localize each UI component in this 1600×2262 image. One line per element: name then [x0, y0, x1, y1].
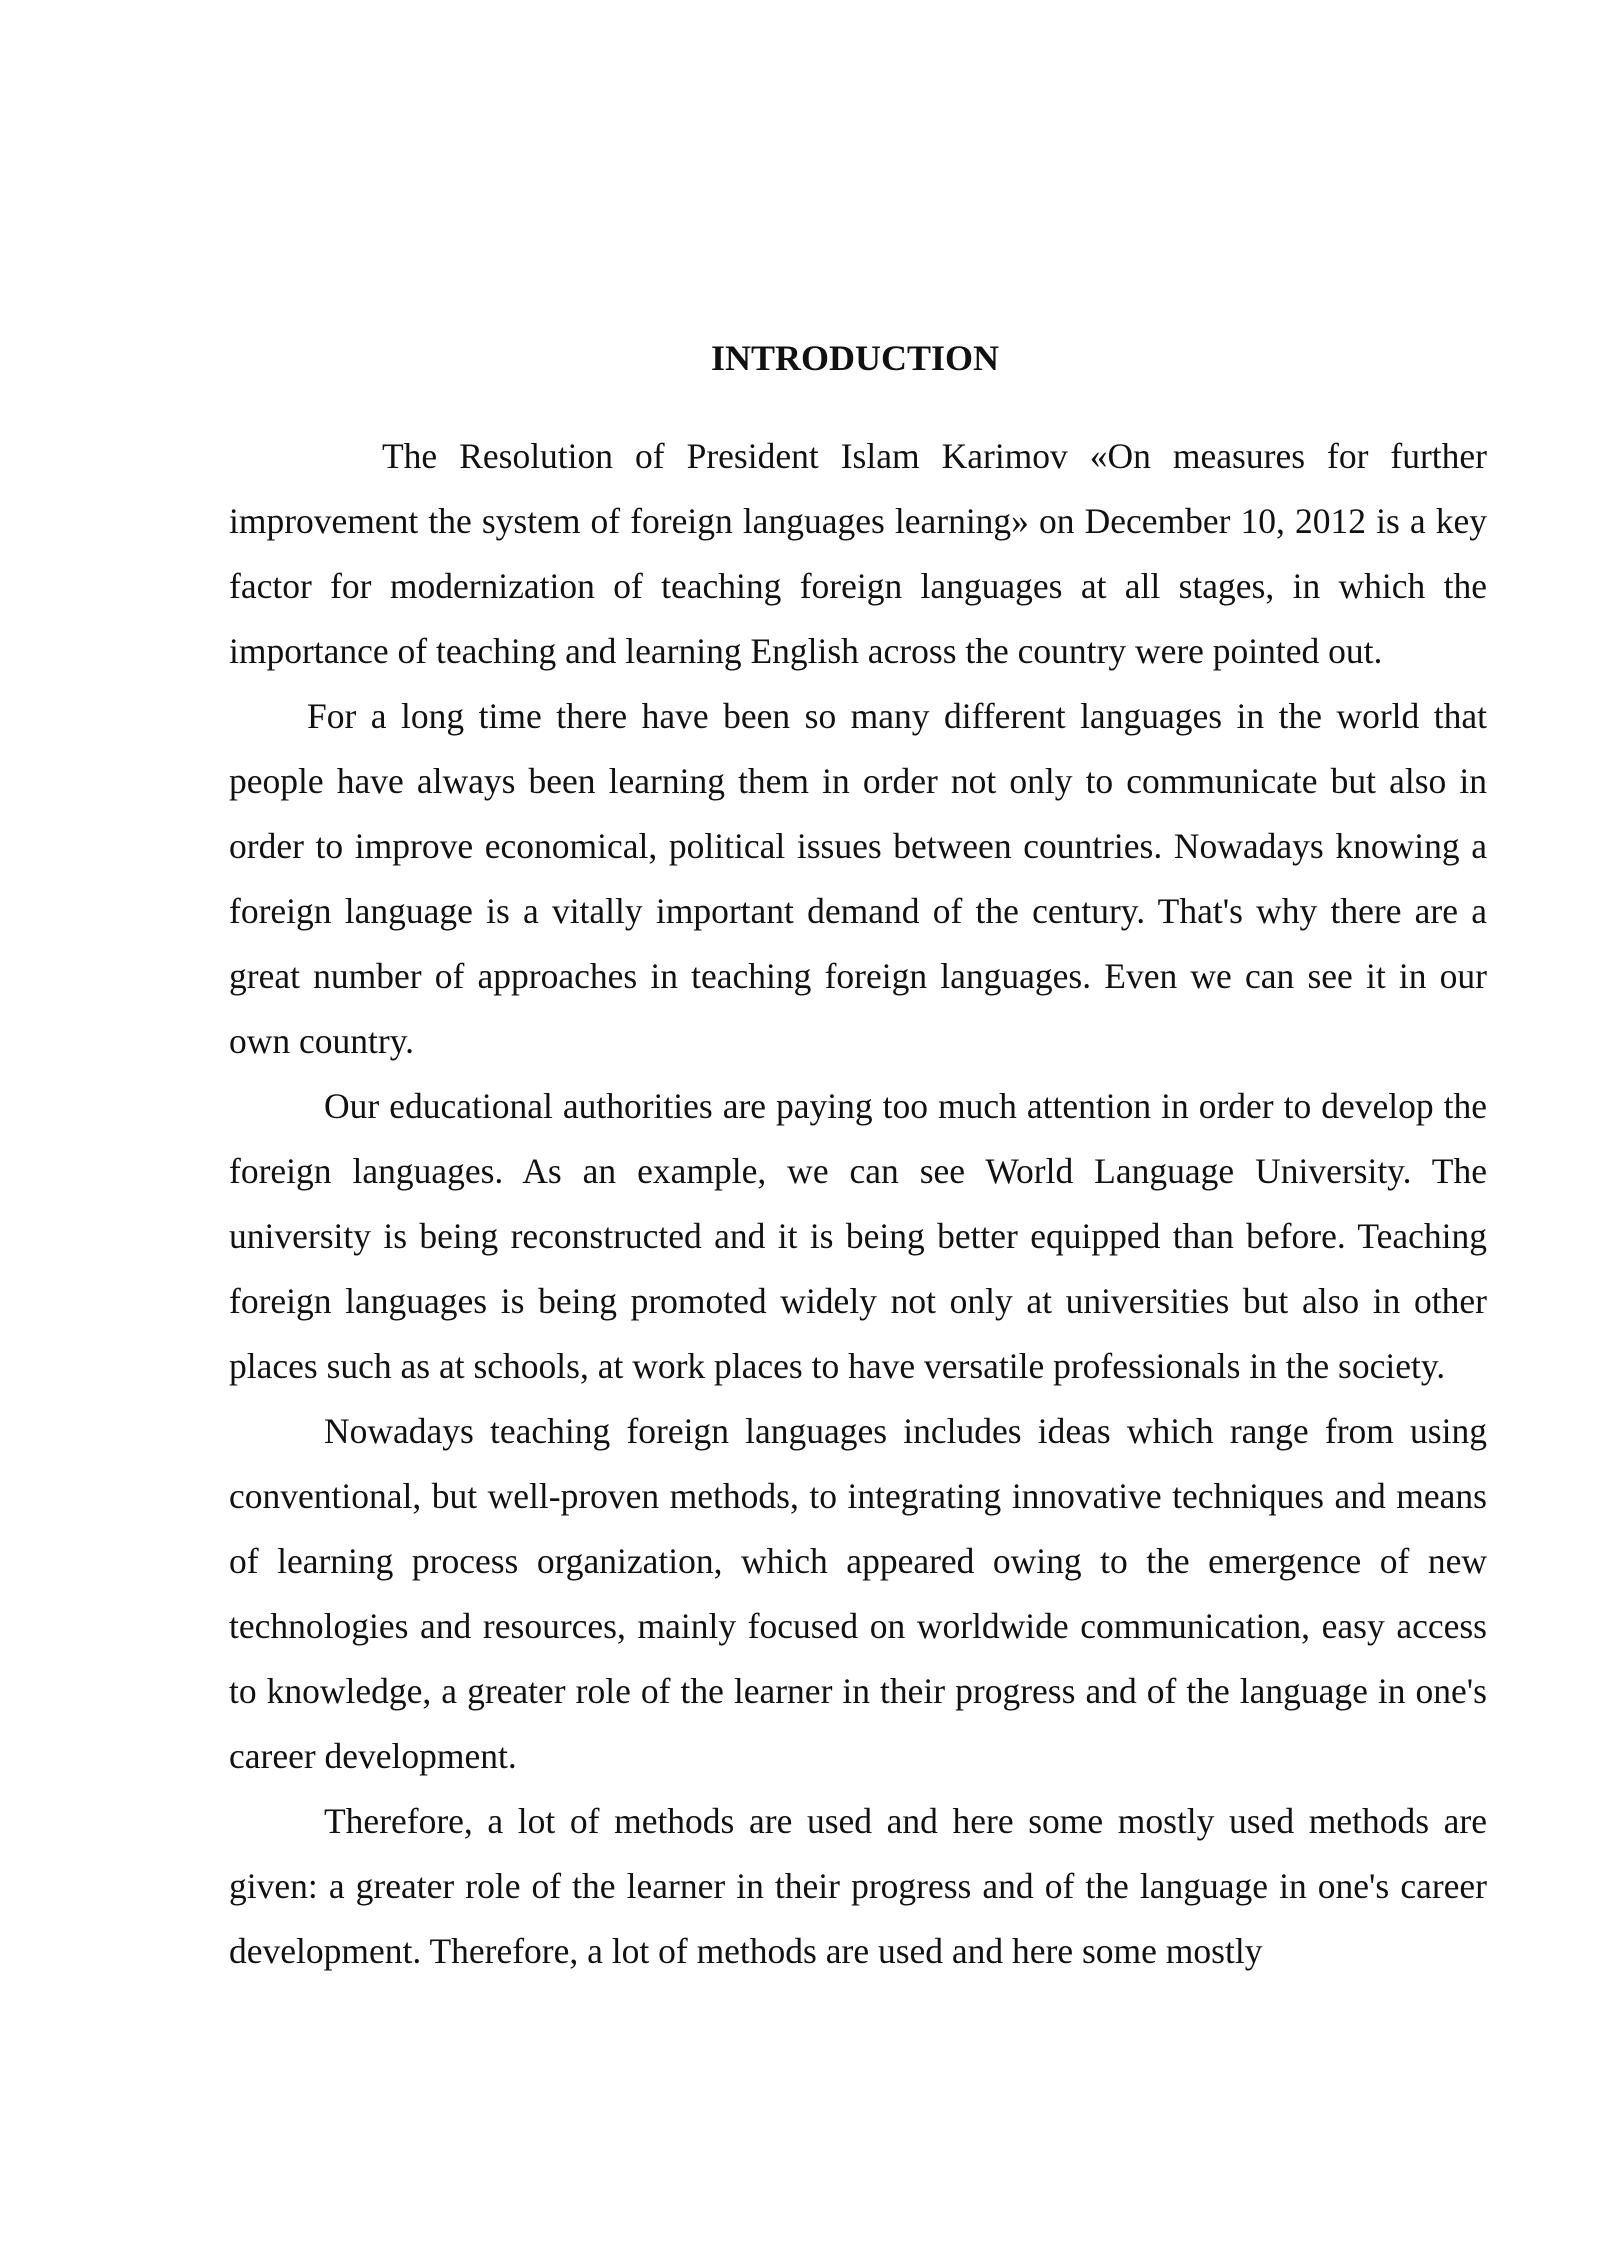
page-title: INTRODUCTION	[710, 338, 1000, 378]
paragraph-languages-world: For a long time there have been so many different languages in the world that people have always been learning them in order not only to communicate but also in order to improve economical, political issues between countries. Nowadays knowing a foreign language is a vitally important demand of the century. That's why there are a great number of approaches in teaching foreign languages. Even we can see it in our own country.	[229, 696, 1487, 1061]
document-body	[229, 424, 1487, 1984]
paragraph-teaching-methods: Nowadays teaching foreign languages includes ideas which range from using conventional, but well-proven methods, to integrating innovative techniques and means of learning process organization, which appeared owing to the emergence of new technologies and resources, mainly focused on worldwide communication, easy access to knowledge, a greater role of the learner in their progress and of the language in one's career development.	[229, 1411, 1487, 1776]
paragraph-methods-used: Therefore, a lot of methods are used and here some mostly used methods are given: a greater role of the learner in their progress and of the language in one's career development. Therefore, a lot of methods are used and here some mostly	[229, 1801, 1487, 1971]
paragraph-educational-authorities: Our educational authorities are paying too much attention in order to develop the foreign languages. As an example, we can see World Language University. The university is being reconstructed and it is being better equipped than before. Teaching foreign languages is being promoted widely not only at universities but also in other places such as at schools, at work places to have versatile professionals in the society.	[229, 1086, 1487, 1386]
paragraph-resolution: The Resolution of President Islam Karimov «On measures for further improvement the system of foreign languages learning» on December 10, 2012 is a key factor for modernization of teaching foreign languages at all stages, in which the importance of teaching and learning English across the country were pointed out.	[229, 436, 1487, 671]
